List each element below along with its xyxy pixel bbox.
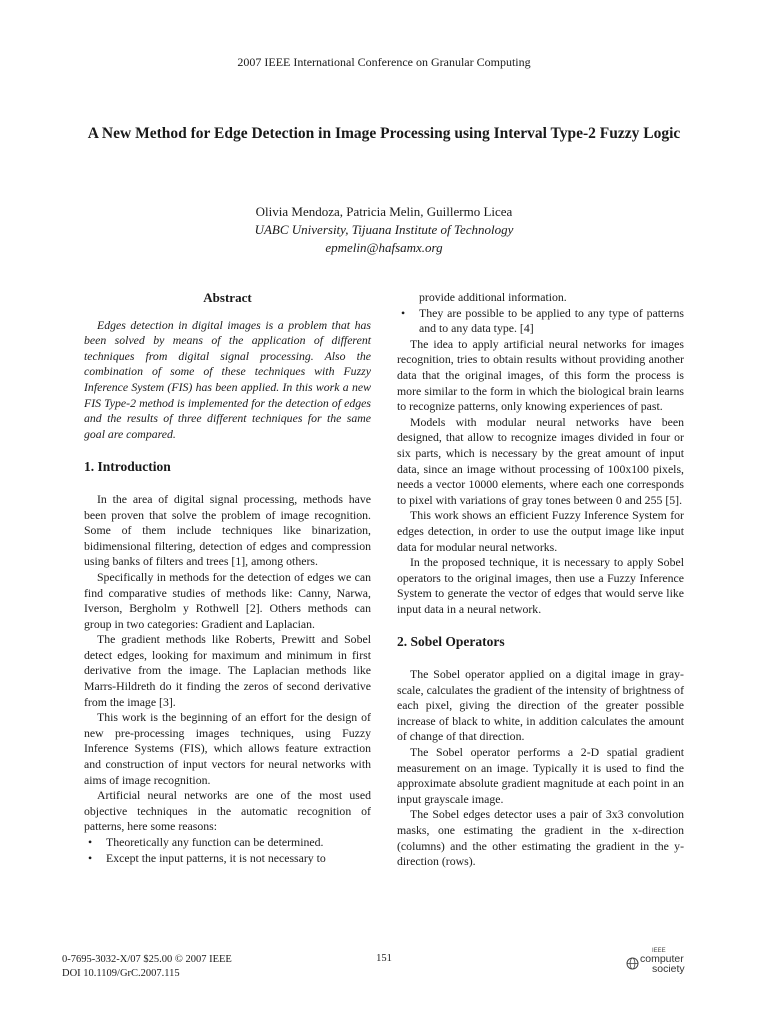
globe-icon: [626, 957, 639, 970]
sobel-paragraph: The Sobel operator performs a 2-D spatial gradient measurement on an image. Typically it is used to find the approximate absolute gradient magnitude at each point in an input grayscale image.: [397, 745, 684, 806]
right-column: [397, 290, 684, 870]
intro-paragraph: This work shows an efficient Fuzzy Inference System for edges detection, in order to use the output image like input data for modular neural networks.: [397, 508, 684, 554]
paper-title: A New Method for Edge Detection in Image Processing using Interval Type-2 Fuzzy Logic: [87, 125, 681, 142]
author-names: Olivia Mendoza, Patricia Melin, Guillermo Licea: [255, 204, 513, 219]
affiliation: UABC University, Tijuana Institute of Technology: [254, 222, 514, 237]
list-item-continuation: provide additional information.: [419, 290, 567, 304]
intro-paragraph: In the proposed technique, it is necessary to apply Sobel operators to the original images, then use a Fuzzy Inference System to generate the vector of edges that would serve like input data in a neural network.: [397, 555, 684, 616]
intro-paragraph: The idea to apply artificial neural networks for images recognition, tries to obtain results without providing another data that the original images, of this form the process is more similar to the form in which the biological brain learns to recognize patterns, only knowing experiences of past.: [397, 336, 684, 414]
logo-wordmark: [640, 954, 685, 974]
intro-paragraph: Models with modular neural networks have been designed, that allow to recognize images divided in four or six parts, which is necessary by the great amount of input data, since an image without processing of 100x100 pixels, needs a vector 10000 elements, where each one corresponds to pixel with variations of gray tones between 0 and 255 [5].: [397, 414, 684, 507]
logo-line-society: society: [652, 963, 685, 975]
logo-ieee-label: IEEE: [652, 948, 666, 954]
abstract-text: Edges detection in digital images is a problem that has been solved by means of the application of different techniques from digital signal processing. Also the combination of some of these techniques with Fuzzy Inference System (FIS) has been applied. In this work a new FIS Type-2 method is implemented for the detection of edges and the results of three different techniques for the same goal are compared.: [84, 317, 371, 441]
reasons-list: [84, 835, 371, 866]
list-item: • They are possible to be applied to any type of patterns and to any data type. [4]: [397, 306, 684, 337]
isbn-line: 0-7695-3032-X/07 $25.00 © 2007 IEEE: [62, 954, 232, 965]
list-item: • Except the input patterns, it is not necessary to: [84, 851, 371, 867]
intro-paragraph: The gradient methods like Roberts, Prewitt and Sobel detect edges, looking for maximum and minimum in first derivative from the image. The Laplacian methods like Marrs-Hildreth do it finding the zeros of second derivative from the image [3].: [84, 632, 371, 709]
intro-paragraph: Specifically in methods for the detection of edges we can find comparative studies of methods like: Canny, Narwa, Iverson, Bergholm y Rothwell [2]. Others methods can group in two categories: Gradient and Laplacian.: [84, 569, 371, 631]
doi-line: DOI 10.1109/GrC.2007.115: [62, 968, 180, 979]
section-heading-introduction: 1. Introduction: [84, 459, 171, 475]
author-email: epmelin@hafsamx.org: [325, 240, 443, 255]
sobel-paragraph: The Sobel operator applied on a digital image in gray-scale, calculates the gradient of the intensity of brightness of each pixel, giving the direction of the greater possible increase of black to white, in addition calculates the amount of change of that direction.: [397, 667, 684, 744]
list-item: • Theoretically any function can be determined.: [84, 835, 371, 851]
intro-paragraph: This work is the beginning of an effort for the design of new pre-processing images techniques, using Fuzzy Inference Systems (FIS), which allows feature extraction and construction of input vectors for neural networks with aims of image recognition.: [84, 710, 371, 787]
sobel-paragraph: The Sobel edges detector uses a pair of 3x3 convolution masks, one estimating the gradient in the x-direction (columns) and the other estimating the gradient in the y-direction (rows).: [397, 807, 684, 869]
page-number: 151: [376, 953, 392, 964]
logo-line-computer: computer: [640, 953, 684, 965]
conference-header: 2007 IEEE International Conference on Granular Computing: [237, 55, 531, 69]
left-column: [84, 290, 371, 866]
intro-paragraph: Artificial neural networks are one of the most used objective techniques in the automatic recognition of patterns, here some reasons:: [84, 788, 371, 834]
ieee-computer-society-logo: [626, 948, 722, 980]
author-block: [0, 203, 768, 257]
intro-paragraph: In the area of digital signal processing, methods have been proven that solve the problem of image recognition. Some of them include techniques like binarization, bidimensional filtering, detection of edges and compression using banks of filters and trees [1], among others.: [84, 491, 371, 569]
reasons-list-continued: [397, 306, 684, 337]
section-heading-sobel: 2. Sobel Operators: [397, 634, 505, 650]
abstract-heading: Abstract: [203, 290, 252, 305]
